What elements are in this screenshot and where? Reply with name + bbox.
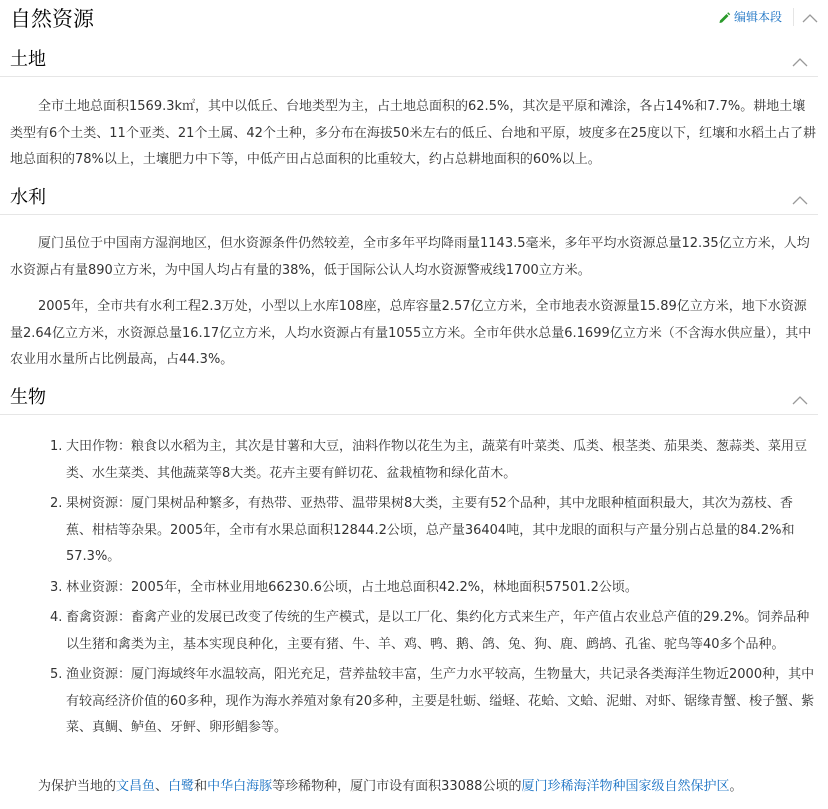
list-number: 3.	[50, 579, 63, 595]
chevron-up-icon[interactable]	[792, 395, 808, 405]
list-item-text: 大田作物：粮食以水稻为主，其次是甘薯和大豆，油料作物以花生为主，蔬菜有叶菜类、瓜类、根茎类、茄果类、葱蒜类、菜用豆类、水生菜类、其他蔬菜等8大类。花卉主要有鲜切花、盆栽植物和绿化苗木。	[66, 439, 808, 481]
list-number: 1.	[50, 439, 63, 454]
list-item	[10, 491, 818, 571]
text: 。	[729, 779, 743, 794]
text: 等珍稀物种，厦门市设有面积33088公顷的	[272, 779, 522, 794]
list-item	[10, 575, 818, 602]
water-heading: 水利	[10, 187, 46, 208]
list-item-text: 渔业资源：厦门海域终年水温较高，阳光充足，营养盐较丰富，生产力水平较高，生物量大，共记录各类海洋生物近2000种，其中有较高经济价值的60多种，现作为海水养殖对象有20多种，主要是牡蛎、缢蛏、花蛤、文蛤、泥蚶、对虾、锯缘青蟹、梭子蟹、紫菜、真鲷、鲈鱼、牙鲆、卵形鲳参等。	[66, 667, 815, 735]
list-item	[10, 605, 818, 658]
text: 、	[155, 779, 169, 794]
pencil-icon	[718, 11, 731, 24]
chevron-up-icon[interactable]	[792, 195, 808, 205]
edit-section-link[interactable]	[718, 8, 782, 26]
bio-heading: 生物	[10, 387, 46, 408]
land-heading-row	[0, 46, 818, 77]
section-title: 自然资源	[10, 7, 94, 31]
section-header	[0, 0, 828, 38]
water-paragraph-2: 2005年，全市共有水利工程2.3万处，小型以上水库108座，总库容量2.57亿立方米，全市地表水资源量15.89亿立方米，地下水资源量2.64亿立方米，水资源总量16.17亿立方米，人均水资源占有量1055立方米。全市年供水总量6.1699亿立方米（不含海水供应量），其中农业用水量所占比例最高，占44.3%。	[10, 299, 812, 367]
divider	[793, 8, 794, 26]
text: 为保护当地的	[38, 779, 117, 794]
list-number: 5.	[50, 667, 63, 682]
list-item-text: 畜禽资源：畜禽产业的发展已改变了传统的生产模式，是以工厂化、集约化方式来生产，年产值占农业总产值的29.2%。饲养品种以生猪和禽类为主，基本实现良种化，主要有猪、牛、羊、鸡、鸭、鹅、鸽、兔、狗、鹿、鹧鸪、孔雀、驼鸟等40多个品种。	[66, 610, 810, 652]
link-amphioxus[interactable]: 文昌鱼	[116, 779, 156, 794]
bio-list	[10, 434, 818, 746]
land-heading: 土地	[10, 49, 46, 70]
link-white-dolphin[interactable]: 中华白海豚	[207, 779, 273, 794]
land-paragraph: 全市土地总面积1569.3k㎡，其中以低丘、台地类型为主，占土地总面积的62.5%，其次是平原和滩涂，各占14%和7.7%。耕地土壤类型有6个土类、11个亚类、21个土属、42个土种，多分布在海拔50米左右的低丘、台地和平原，坡度多在25度以下，红壤和水稻土占了耕地总面积的78%以上，土壤肥力中下等，中低产田占总面积的比重较大，约占总耕地面积的60%以上。	[10, 99, 816, 167]
chevron-up-icon[interactable]	[792, 57, 808, 67]
list-number: 4.	[50, 610, 63, 625]
link-egret[interactable]: 白鹭	[168, 779, 195, 794]
list-number: 2.	[50, 496, 63, 511]
protection-paragraph	[10, 774, 818, 800]
water-paragraph-1: 厦门虽位于中国南方湿润地区，但水资源条件仍然较差，全市多年平均降雨量1143.5毫米，多年平均水资源总量12.35亿立方米，人均水资源占有量890立方米，为中国人均占有量的38%，低于国际公认人均水资源警戒线1700立方米。	[10, 236, 810, 278]
link-nature-reserve[interactable]: 厦门珍稀海洋物种国家级自然保护区	[521, 779, 730, 794]
chevron-up-icon[interactable]	[802, 13, 818, 23]
list-item	[10, 434, 818, 487]
list-item-text: 果树资源：厦门果树品种繁多，有热带、亚热带、温带果树8大类，主要有52个品种，其中龙眼种植面积最大，其次为荔枝、香蕉、柑桔等杂果。2005年，全市有水果总面积12844.2公顷，总产量36404吨，其中龙眼的面积与产量分别占总量的84.2%和57.3%。	[66, 496, 795, 564]
list-item-text: 林业资源：2005年，全市林业用地66230.6公顷，占土地总面积42.2%，林地面积57501.2公顷。	[66, 579, 638, 595]
list-item	[10, 662, 818, 742]
text: 和	[194, 779, 208, 794]
water-heading-row	[0, 184, 818, 215]
edit-label: 编辑本段	[734, 10, 783, 24]
bio-heading-row	[0, 384, 818, 415]
